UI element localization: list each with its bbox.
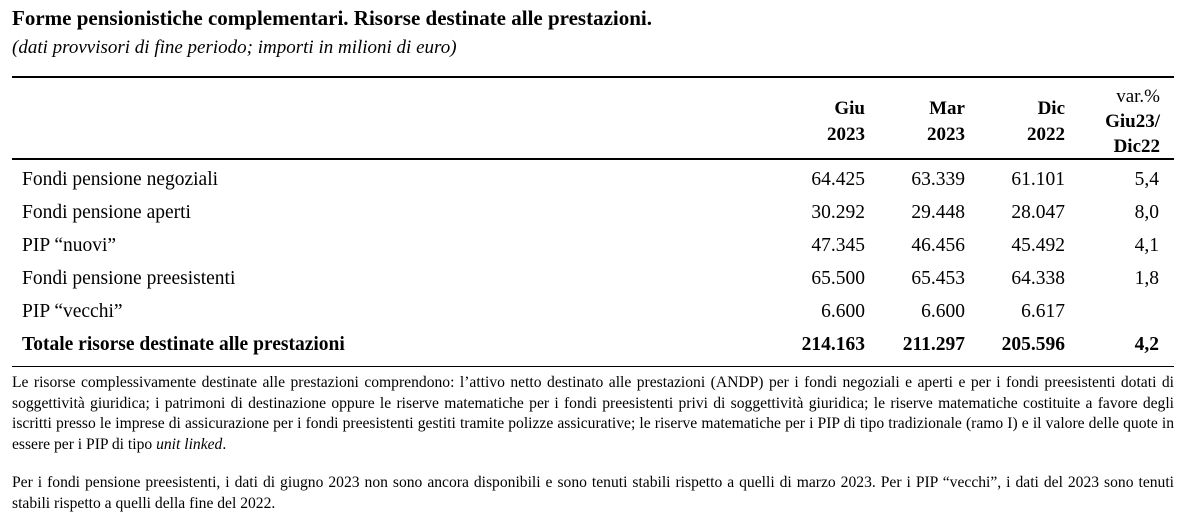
table-cell: 6.600 (821, 301, 865, 322)
column-header-line: Dic22 (1113, 136, 1160, 157)
column-header-line: Giu23/ (1105, 111, 1160, 132)
table-cell: 61.101 (1011, 169, 1065, 190)
column-header-line: Mar (929, 98, 965, 119)
row-label: Fondi pensione preesistenti (22, 268, 236, 289)
table-cell: 46.456 (911, 235, 965, 256)
total-row-label: Totale risorse destinate alle prestazioni (22, 334, 345, 355)
table-cell: 29.448 (911, 202, 965, 223)
footnote-text-end: . (222, 435, 227, 453)
table-cell: 8,0 (1134, 202, 1159, 223)
table-cell: 64.338 (1011, 268, 1065, 289)
column-header-var-pct (1105, 84, 1160, 159)
footnote-text: Le risorse complessivamente destinate alle prestazioni comprendono: l’attivo netto destinato alle prestazioni (ANDP) per i fondi negoziali e aperti e per i fondi preesistenti dotati di soggettività giuridica; i patrimoni di destinazione oppure le riserve matematiche per i fondi preesistenti privi di soggettività giuridica; le riserve matematiche costituite a favore degli iscritti presso le imprese di assicurazione per i fondi preesistenti gestiti tramite polizze assicurative; le riserve matematiche per i PIP di tipo tradizionale (ramo I) e il valore delle quote in essere per i PIP di tipo (12, 374, 1174, 453)
total-cell: 205.596 (1001, 334, 1065, 355)
column-header-line: 2023 (927, 124, 965, 145)
table-cell: 45.492 (1011, 235, 1065, 256)
table-cell: 63.339 (911, 169, 965, 190)
column-header-line: 2023 (827, 124, 865, 145)
table-cell: 30.292 (811, 202, 865, 223)
row-label: Fondi pensione aperti (22, 202, 191, 223)
table-cell: 47.345 (811, 235, 865, 256)
row-label: PIP “vecchi” (22, 301, 123, 322)
table-cell: 6.600 (921, 301, 965, 322)
table-cell: 6.617 (1021, 301, 1065, 322)
column-header-dic-2022 (1027, 96, 1065, 148)
total-cell: 214.163 (801, 334, 865, 355)
column-header-line: Giu (834, 98, 865, 119)
total-cell: 211.297 (902, 334, 965, 355)
bottom-rule (12, 366, 1174, 367)
column-header-giu-2023 (827, 96, 865, 148)
column-header-line: 2022 (1027, 124, 1065, 145)
table-cell: 64.425 (811, 169, 865, 190)
table-title: Forme pensionistiche complementari. Risorse destinate alle prestazioni. (12, 6, 653, 30)
table-cell: 5,4 (1134, 169, 1159, 190)
table-subtitle: (dati provvisori di fine periodo; importi in milioni di euro) (12, 37, 457, 58)
footnote-emphasis: unit linked (156, 435, 223, 453)
table-cell: 28.047 (1011, 202, 1065, 223)
header-rule (12, 158, 1174, 160)
column-header-line: var.% (1116, 86, 1160, 107)
footnote-definitions (12, 373, 1174, 455)
table-cell: 1,8 (1134, 268, 1159, 289)
footnote-data-notes: Per i fondi pensione preesistenti, i dati di giugno 2023 non sono ancora disponibili e sono tenuti stabili rispetto a quelli di marzo 2023. Per i PIP “vecchi”, i dati del 2023 sono tenuti stabili rispetto a quelli della fine del 2022. (12, 474, 1174, 512)
table-cell: 65.453 (911, 268, 965, 289)
row-label: PIP “nuovi” (22, 235, 117, 256)
table-cell: 65.500 (811, 268, 865, 289)
column-header-mar-2023 (927, 96, 965, 148)
table-cell: 4,1 (1134, 235, 1159, 256)
top-rule (12, 76, 1174, 78)
row-label: Fondi pensione negoziali (22, 169, 219, 190)
total-cell: 4,2 (1134, 334, 1159, 355)
column-header-line: Dic (1037, 98, 1065, 119)
